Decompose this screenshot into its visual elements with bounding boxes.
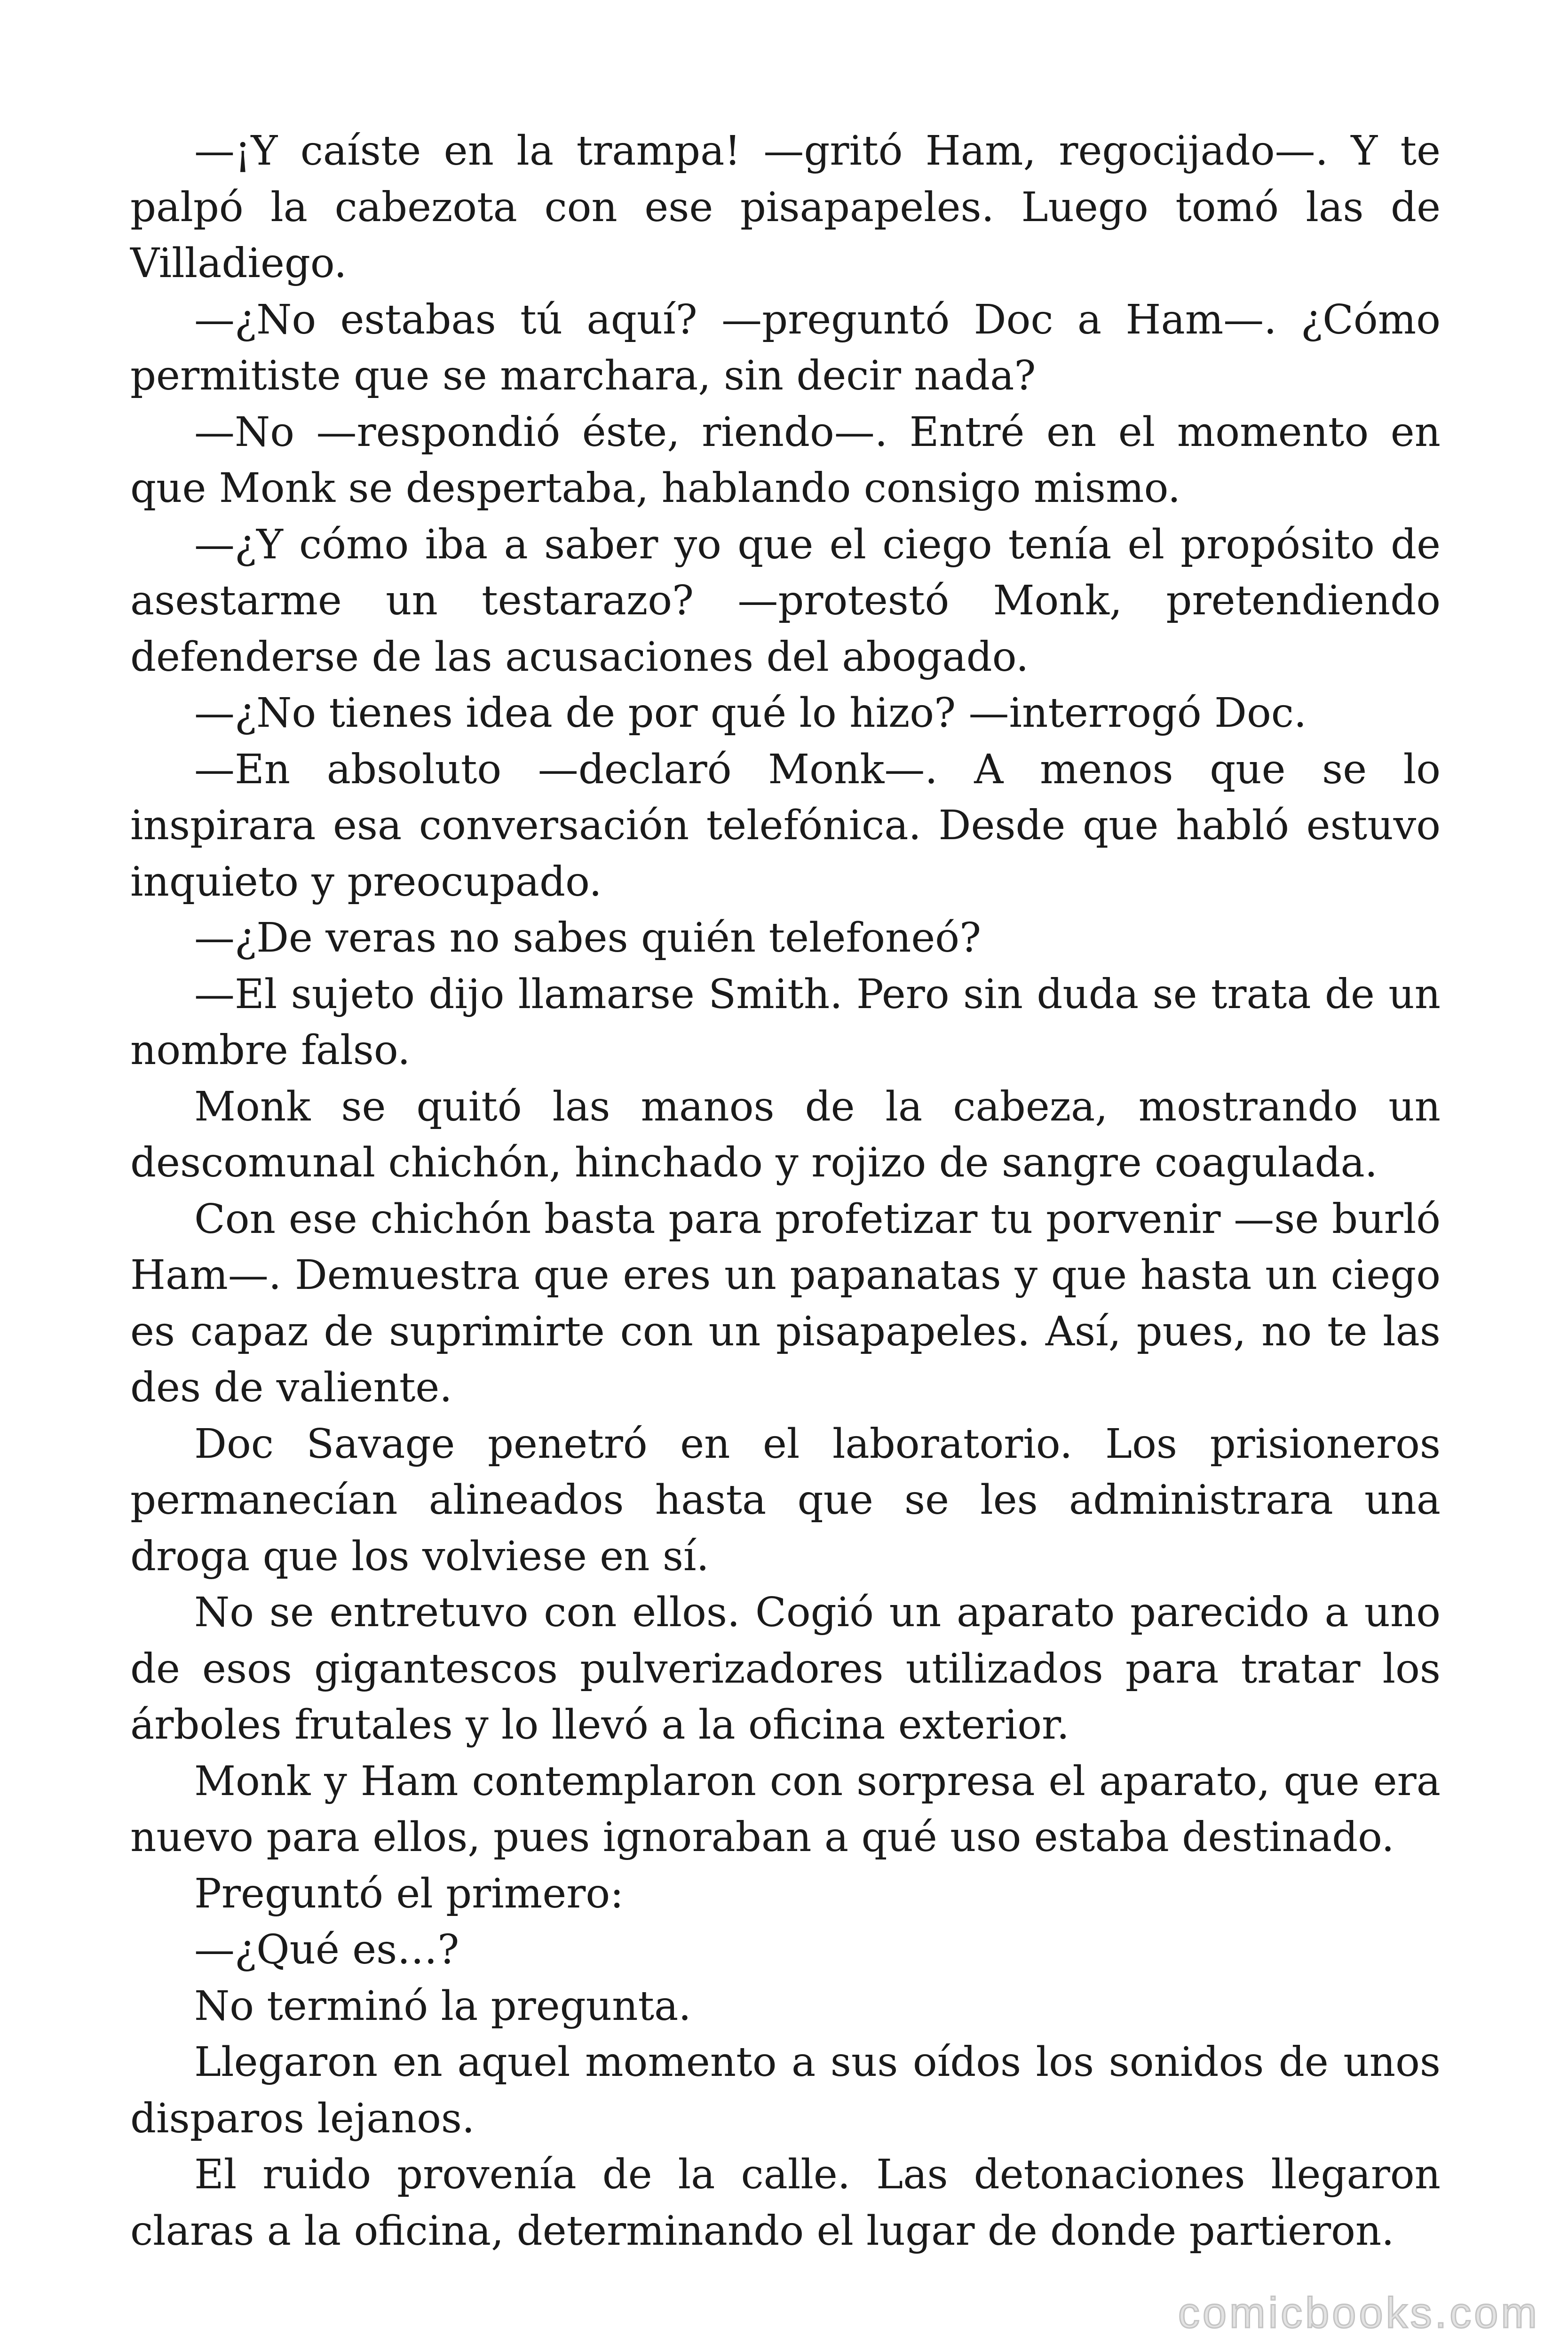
paragraph: Preguntó el primero: (194, 1870, 624, 1917)
paragraph: —¿No estabas tú aquí? —preguntó Doc a Ham—. ¿Cómo permitiste que se marchara, sin decir nada? (130, 296, 1441, 399)
paragraph: Monk se quitó las manos de la cabeza, mostrando un descomunal chichón, hinchado y rojizo de sangre coagulada. (130, 1083, 1441, 1186)
paragraph: —¿No tienes idea de por qué lo hizo? —interrogó Doc. (194, 690, 1307, 737)
page-text (130, 123, 1441, 2259)
paragraph: Doc Savage penetró en el laboratorio. Los prisioneros permanecían alineados hasta que se les administrara una droga que los volviese en sí. (130, 1420, 1441, 1580)
paragraph: —En absoluto —declaró Monk—. A menos que se lo inspirara esa conversación telefónica. Desde que habló estuvo inquieto y preocupado. (130, 746, 1441, 906)
paragraph: —No —respondió éste, riendo—. Entré en el momento en que Monk se despertaba, hablando consigo mismo. (130, 408, 1441, 512)
paragraph: —¿Y cómo iba a saber yo que el ciego tenía el propósito de asestarme un testarazo? —protestó Monk, pretendiendo defenderse de las acusaciones del abogado. (130, 521, 1441, 681)
paragraph: No se entretuvo con ellos. Cogió un aparato parecido a uno de esos gigantescos pulverizadores utilizados para tratar los árboles frutales y lo llevó a la oficina exterior. (130, 1589, 1441, 1748)
paragraph: Con ese chichón basta para profetizar tu porvenir —se burló Ham—. Demuestra que eres un papanatas y que hasta un ciego es capaz de suprimirte con un pisapapeles. Así, pues, no te las des de valiente. (130, 1195, 1441, 1411)
paragraph: —¿De veras no sabes quién telefoneó? (194, 914, 982, 961)
paragraph: —¿Qué es…? (194, 1926, 459, 1973)
watermark-logo: comicbooks.com (1178, 2289, 1540, 2337)
paragraph: —¡Y caíste en la trampa! —gritó Ham, regocijado—. Y te palpó la cabezota con ese pisapapeles. Luego tomó las de Villadiego. (130, 127, 1441, 287)
paragraph: El ruido provenía de la calle. Las detonaciones llegaron claras a la oficina, determinando el lugar de donde partieron. (130, 2151, 1441, 2255)
paragraph: —El sujeto dijo llamarse Smith. Pero sin duda se trata de un nombre falso. (130, 970, 1441, 1074)
paragraph: Llegaron en aquel momento a sus oídos los sonidos de unos disparos lejanos. (130, 2039, 1441, 2142)
paragraph: Monk y Ham contemplaron con sorpresa el aparato, que era nuevo para ellos, pues ignoraban a qué uso estaba destinado. (130, 1757, 1441, 1861)
paragraph: No terminó la pregunta. (194, 1982, 691, 2030)
